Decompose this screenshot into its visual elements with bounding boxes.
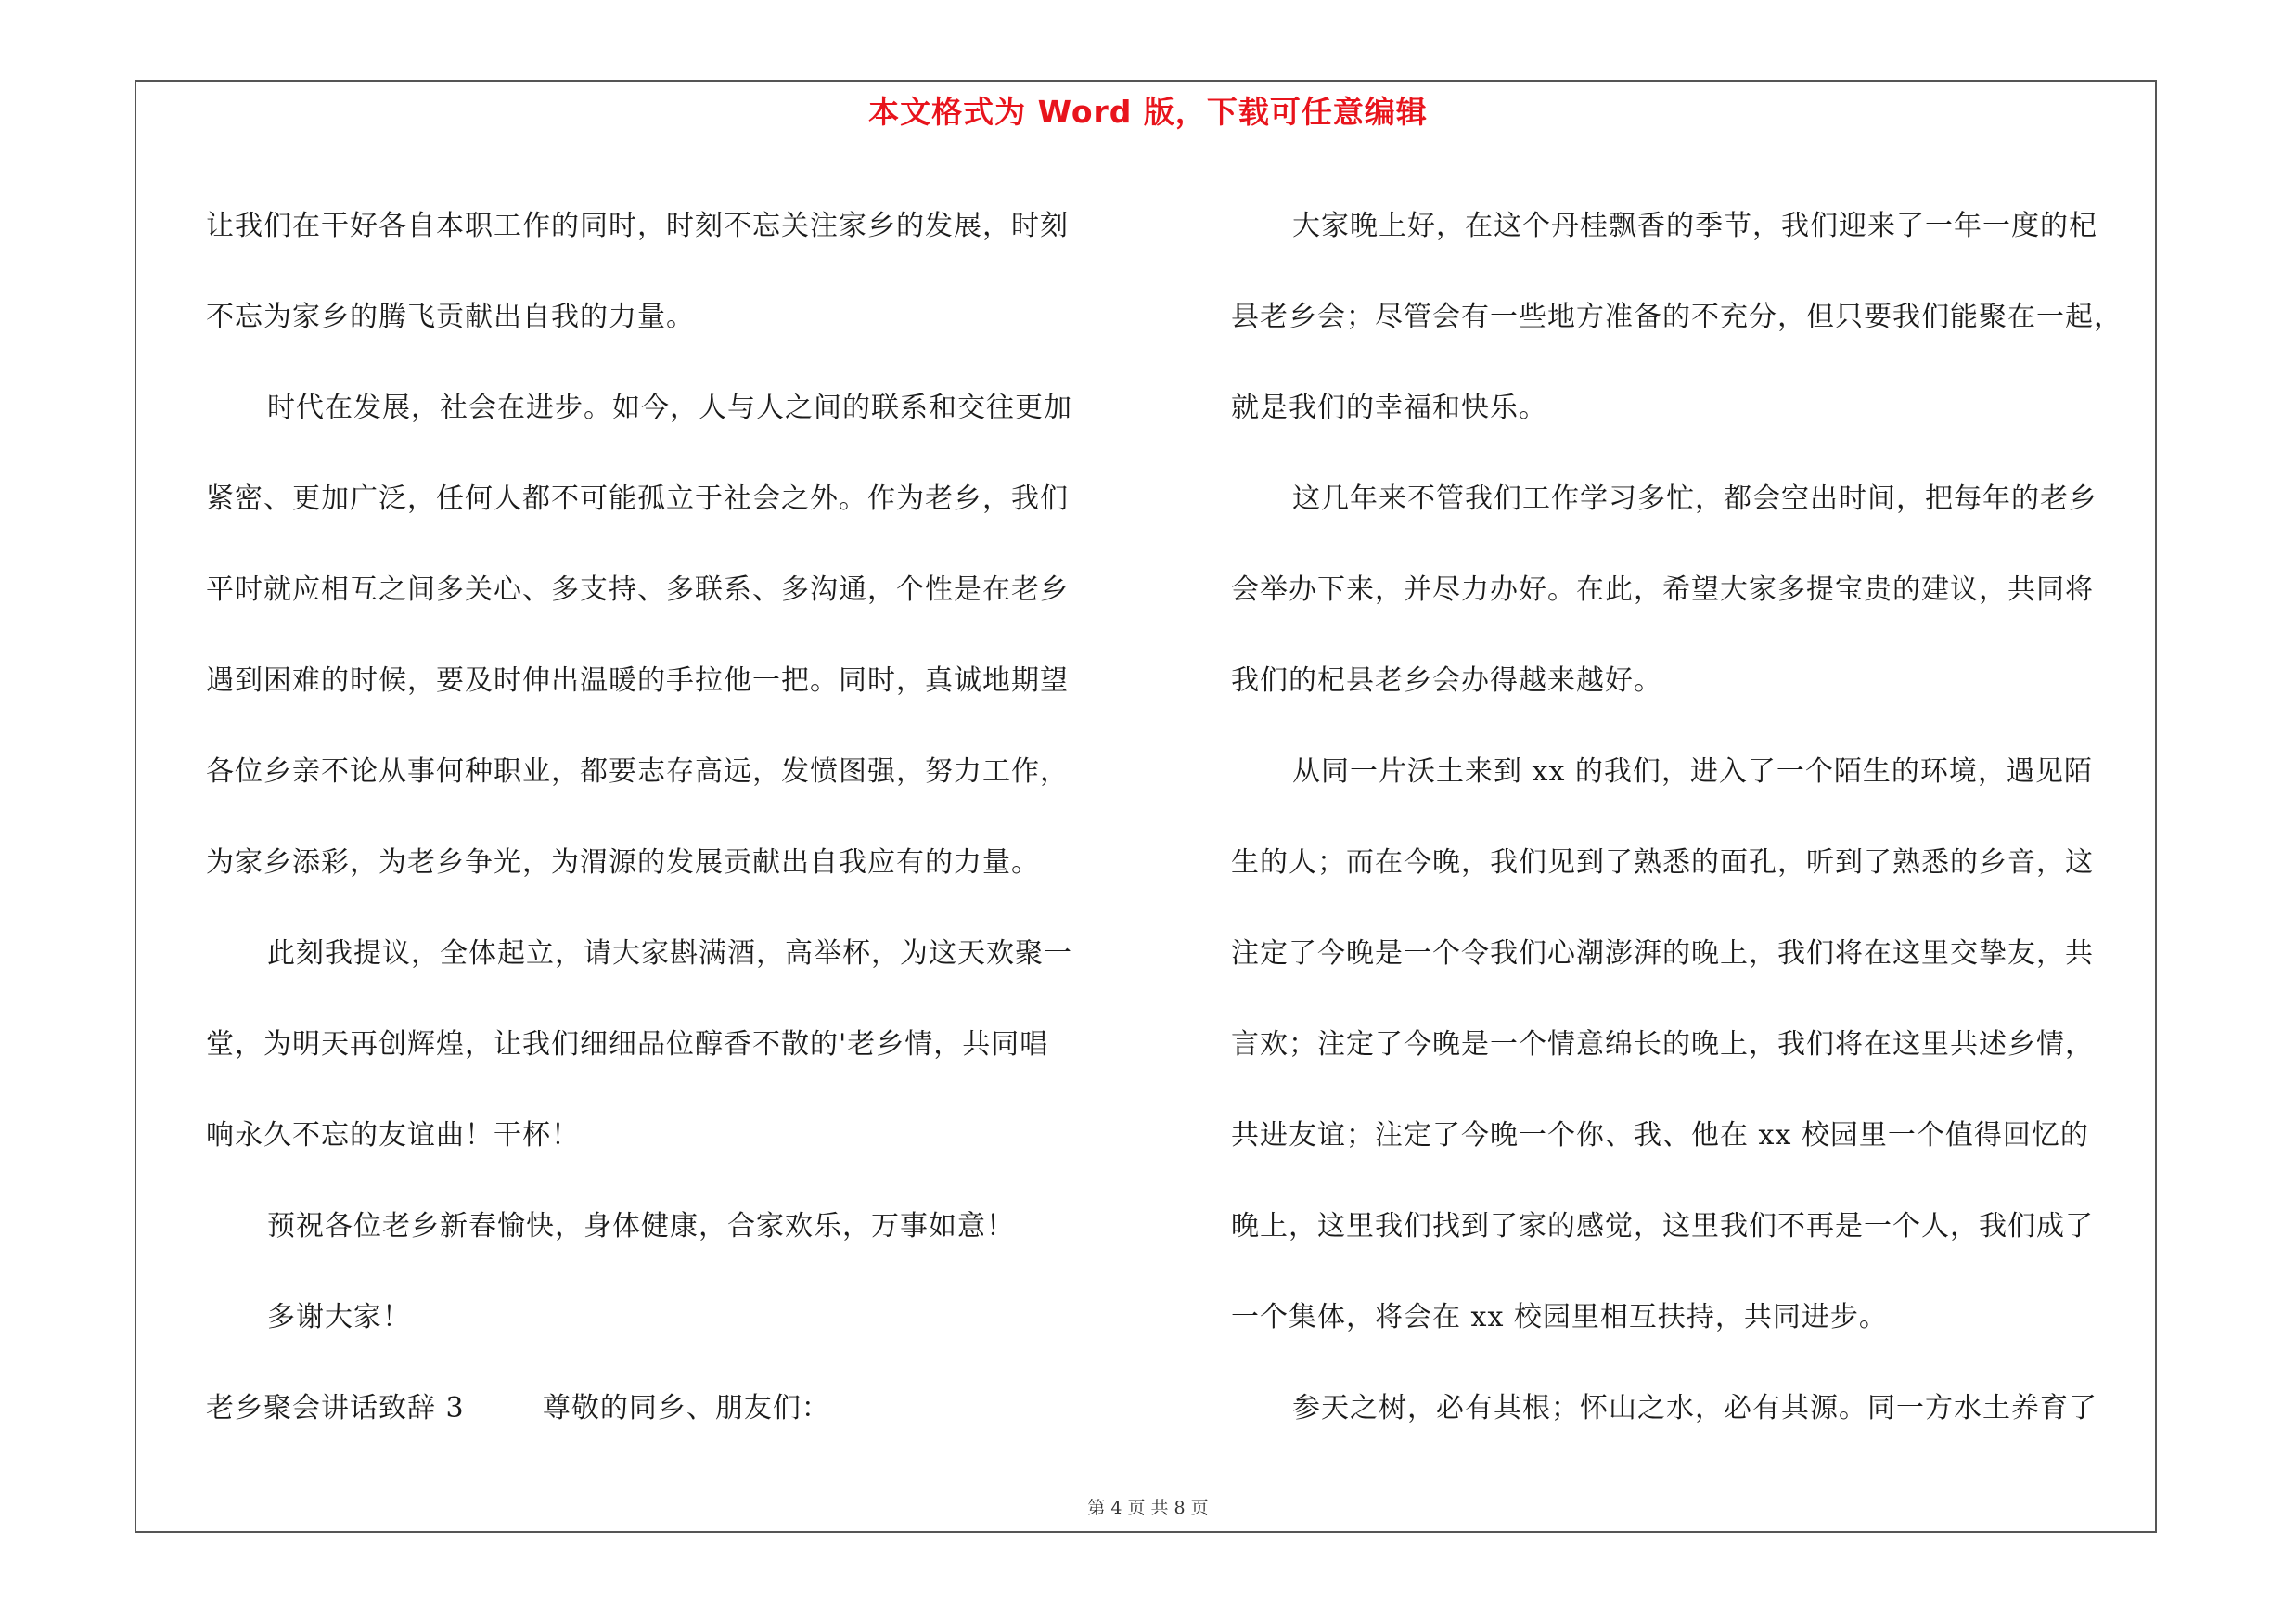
- right-line-10: 言欢；注定了今晚是一个情意绵长的晚上，我们将在这里共述乡情，: [1231, 1028, 2094, 1061]
- right-line-12: 晚上，这里我们找到了家的感觉，这里我们不再是一个人，我们成了: [1231, 1210, 2094, 1243]
- page-number-footer: 第 4 页 共 8 页: [1087, 1498, 1209, 1518]
- right-line-7: 从同一片沃土来到 xx 的我们，进入了一个陌生的环境，遇见陌: [1292, 755, 2093, 788]
- left-line-6: 遇到困难的时候，要及时伸出温暖的手拉他一把。同时，真诚地期望: [206, 664, 1069, 697]
- right-line-2: 县老乡会；尽管会有一些地方准备的不充分，但只要我们能聚在一起，: [1231, 301, 2123, 333]
- right-line-14: 参天之树，必有其根；怀山之水，必有其源。同一方水土养育了: [1292, 1392, 2097, 1424]
- right-line-6: 我们的杞县老乡会办得越来越好。: [1231, 664, 1662, 697]
- left-column: [206, 181, 1152, 1454]
- left-line-9: 此刻我提议，全体起立，请大家斟满酒，高举杯，为这天欢聚一: [267, 937, 1072, 970]
- header-banner: 本文格式为 Word 版，下载可任意编辑: [868, 94, 1428, 130]
- right-line-5: 会举办下来，并尽力办好。在此，希望大家多提宝贵的建议，共同将: [1231, 573, 2094, 606]
- left-line-5: 平时就应相互之间多关心、多支持、多联系、多沟通，个性是在老乡: [206, 573, 1069, 606]
- right-line-3: 就是我们的幸福和快乐。: [1231, 392, 1547, 424]
- left-line-11: 响永久不忘的友谊曲！干杯！: [206, 1119, 580, 1152]
- right-line-8: 生的人；而在今晚，我们见到了熟悉的面孔，听到了熟悉的乡音，这: [1231, 846, 2094, 879]
- right-line-9: 注定了今晚是一个令我们心潮澎湃的晚上，我们将在这里交挚友，共: [1231, 937, 2094, 970]
- left-line-8: 为家乡添彩，为老乡争光，为渭源的发展贡献出自我应有的力量。: [206, 846, 1040, 879]
- right-line-11: 共进友谊；注定了今晚一个你、我、他在 xx 校园里一个值得回忆的: [1231, 1119, 2089, 1152]
- left-line-13: 多谢大家！: [267, 1301, 411, 1333]
- left-line-4: 紧密、更加广泛，任何人都不可能孤立于社会之外。作为老乡，我们: [206, 483, 1069, 515]
- right-column: [1231, 181, 2168, 1454]
- left-line-7: 各位乡亲不论从事何种职业，都要志存高远，发愤图强，努力工作，: [206, 755, 1069, 788]
- left-line-1: 让我们在干好各自本职工作的同时，时刻不忘关注家乡的发展，时刻: [206, 210, 1069, 242]
- right-line-13: 一个集体，将会在 xx 校园里相互扶持，共同进步。: [1231, 1301, 1888, 1333]
- left-line-3: 时代在发展，社会在进步。如今，人与人之间的联系和交往更加: [267, 392, 1072, 424]
- section-heading-line: 老乡聚会讲话致辞 3 尊敬的同乡、朋友们：: [206, 1392, 830, 1424]
- left-line-10: 堂，为明天再创辉煌，让我们细细品位醇香不散的'老乡情，共同唱: [206, 1028, 1049, 1061]
- right-line-4: 这几年来不管我们工作学习多忙，都会空出时间，把每年的老乡: [1292, 483, 2097, 515]
- left-line-12: 预祝各位老乡新春愉快，身体健康，合家欢乐，万事如意！: [267, 1210, 1015, 1243]
- left-line-2: 不忘为家乡的腾飞贡献出自我的力量。: [206, 301, 695, 333]
- right-line-1: 大家晚上好，在这个丹桂飘香的季节，我们迎来了一年一度的杞: [1292, 210, 2097, 242]
